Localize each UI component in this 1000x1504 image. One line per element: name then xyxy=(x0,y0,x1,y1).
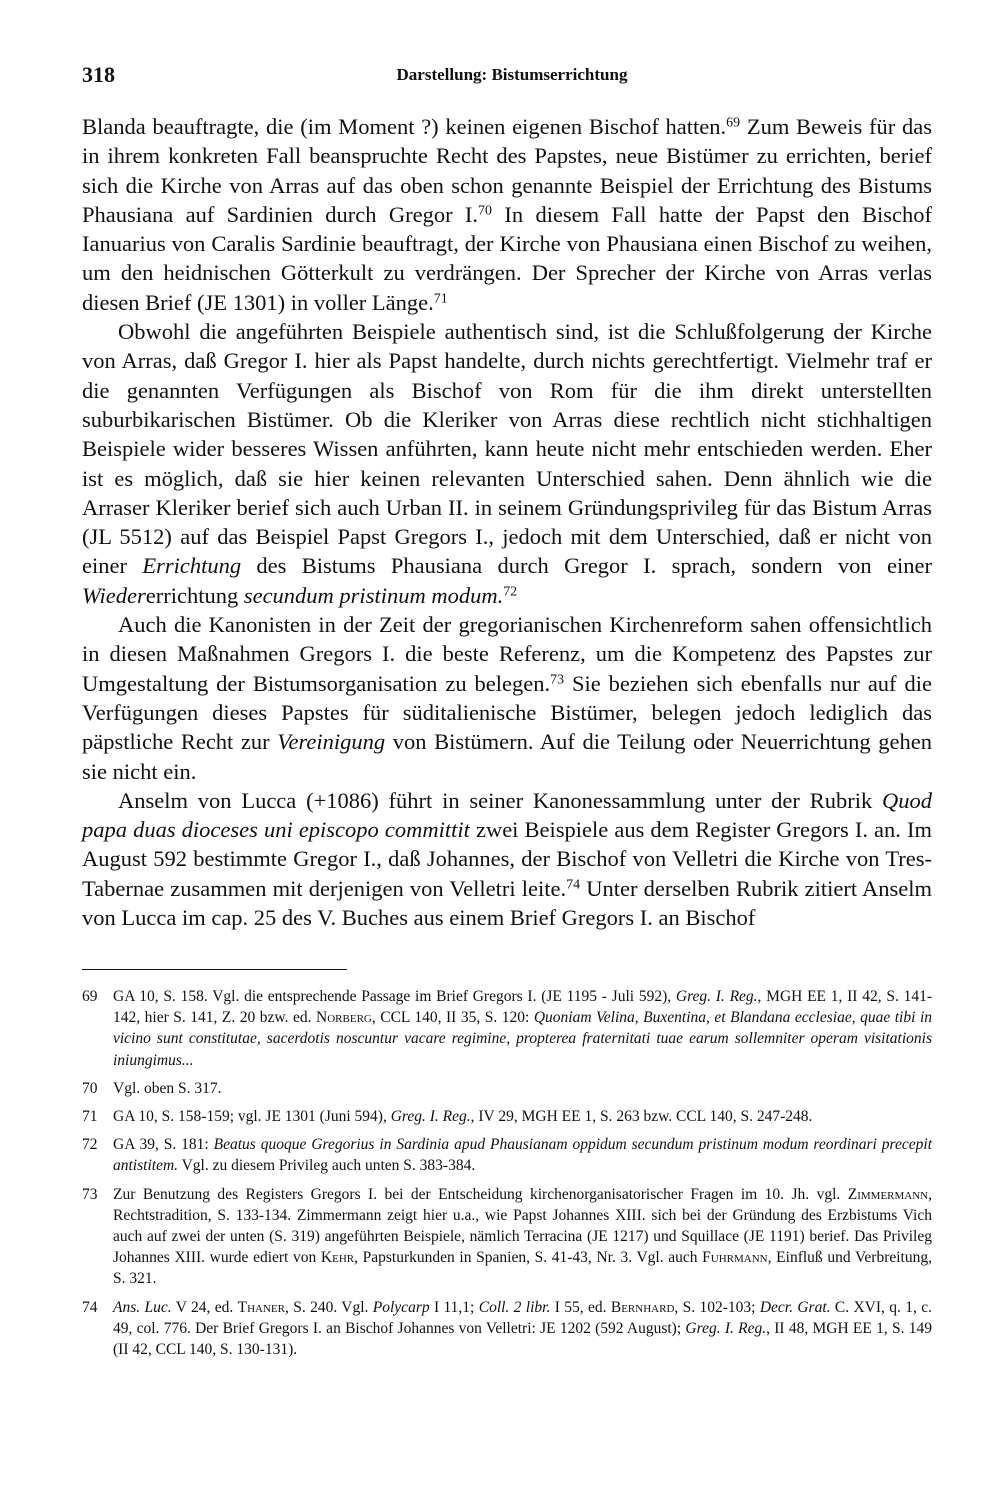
footnote-number: 69 xyxy=(82,988,98,1005)
text-run: GA 10, S. 158-159; vgl. JE 1301 (Juni 594), xyxy=(113,1108,391,1126)
italic-run: Greg. I. Reg. xyxy=(390,1108,471,1126)
text-run: Zum Beweis für das in ihrem konkreten Fall beanspruchte Recht des Papstes, neue Bistümer zu errichten, berief sich die Kirche von Arras auf das oben schon genannte Beispiel der Errichtung des Bistums Phausiana auf Sardinien durch Gregor I. xyxy=(82,114,932,227)
text-run: , Einfluß und Verbreitung, S. 321. xyxy=(113,1249,932,1288)
author-name: Bernhard xyxy=(610,1298,675,1316)
text-run: des Bistums Phausiana durch Gregor I. sprach, sondern von einer xyxy=(241,553,932,579)
body-paragraph xyxy=(82,112,932,317)
text-run: , Papsturkunden in Spanien, S. 41-43, Nr. 3. Vgl. auch xyxy=(354,1249,703,1267)
footnote-ref: 70 xyxy=(478,203,492,219)
author-name: Kehr xyxy=(320,1249,355,1267)
italic-run: Coll. 2 libr. xyxy=(478,1298,551,1316)
footnote xyxy=(82,1078,932,1099)
footnote xyxy=(82,986,932,1071)
footnote xyxy=(82,1134,932,1176)
text-run: , MGH EE 1, II 42, S. 141-142, hier S. 141, Z. 20 bzw. ed. xyxy=(113,988,932,1027)
italic-run: secundum pristinum modum. xyxy=(243,582,504,608)
text-run: , Rechtstradition, S. 133-134. Zimmermann zeigt hier u.a., wie Papst Johannes XIII. sich bei der Gründung des Erzbistums Vich auch auf zwei der unten (S. 319) angeführten Beispiele, nämlich Terracina (JE 1217) und Squillace (JE 1191) berief. Das Privileg Johannes XIII. wurde ediert von xyxy=(113,1185,932,1267)
body-paragraph xyxy=(82,786,932,932)
italic-run: Greg. I. Reg. xyxy=(675,988,758,1005)
footnote-ref: 73 xyxy=(550,671,565,687)
italic-run: Greg. I. Reg. xyxy=(685,1319,767,1337)
text-run: V 24, ed. xyxy=(171,1298,238,1316)
main-text xyxy=(82,112,932,932)
italic-run: Ans. Luc. xyxy=(113,1298,172,1316)
text-run: Anselm von Lucca (+1086) führt in seiner Kanonessammlung unter der Rubrik xyxy=(118,787,882,813)
footnotes xyxy=(82,986,932,1367)
body-paragraph xyxy=(82,610,932,786)
page-header xyxy=(82,62,932,92)
text-run: , CCL 140, II 35, S. 120: xyxy=(371,1009,534,1027)
footnote xyxy=(82,1106,932,1127)
author-name: Zimmermann xyxy=(847,1185,929,1203)
text-run: von Bistümern. Auf die Teilung oder Neuerrichtung gehen sie nicht ein. xyxy=(82,729,932,784)
text-run: , S. 240. Vgl. xyxy=(284,1298,373,1316)
text-run: Sie beziehen sich ebenfalls nur auf die Verfügungen dieses Papstes für süditalienische Bistümer, belegen jedoch lediglich das päpstliche Recht zur xyxy=(82,670,932,755)
text-run: Blanda beauftragte, die (im Moment ?) keinen eigenen Bischof hatten. xyxy=(82,114,727,139)
italic-run: Quod papa duas dioceses uni episcopo committit xyxy=(82,787,932,843)
text-run: I 11,1; xyxy=(429,1298,479,1316)
footnote-ref: 72 xyxy=(503,584,518,600)
text-run: Vgl. zu diesem Privileg auch unten S. 383-384. xyxy=(178,1157,476,1175)
page-number: 318 xyxy=(82,62,115,87)
text-run: GA 10, S. 158. Vgl. die entsprechende Passage im Brief Gregors I. (JE 1195 - Juli 592), xyxy=(113,988,676,1005)
text-run: , S. 102-103; xyxy=(674,1298,760,1316)
italic-run: Polycarp xyxy=(372,1298,430,1316)
text-run: Obwohl die angeführten Beispiele authentisch sind, ist die Schlußfolgerung der Kirche von Arras, daß Gregor I. hier als Papst handelte, durch nichts gerechtfertigt. Vielmehr traf er die genannten Verfügungen als Bischof von Rom für die ihm direkt unterstellten suburbikarischen Bistümer. Ob die Kleriker von Arras diese rechtlich nicht stichhaltigen Beispiele wider besseres Wissen anführten, kann heute nicht mehr entschieden werden. Eher ist es möglich, daß sie hier keinen relevanten Unterschied sahen. Denn ähnlich wie die Arraser Kleriker berief sich auch Urban II. in seinem Gründungsprivileg für das Bistum Arras (JL 5512) auf das Beispiel Papst Gregors I., jedoch mit dem Unterschied, daß er nicht von einer xyxy=(82,319,932,579)
footnote xyxy=(82,1184,932,1290)
author-name: Thaner xyxy=(237,1298,285,1316)
body-paragraph xyxy=(82,317,932,610)
text-run: In diesem Fall hatte der Papst den Bischof Ianuarius von Caralis Sardinie beauftragt, der Kirche von Phausiana einen Bischof zu weihen, um den heidnischen Götterkult zu verdrängen. Der Sprecher der Kirche von Arras verlas diesen Brief (JE 1301) in voller Länge. xyxy=(82,201,932,315)
text-run: Unter derselben Rubrik zitiert Anselm von Lucca im cap. 25 des V. Buches aus einem Brief Gregors I. an Bischof xyxy=(82,875,932,931)
footnote-separator xyxy=(82,969,347,970)
footnote xyxy=(82,1297,932,1361)
text-run: C. XVI, q. 1, c. 49, col. 776. Der Brief Gregors I. an Bischof Johannes von Velletri: JE 1202 (592 August); xyxy=(113,1298,932,1337)
running-title: Darstellung: Bistumserrichtung xyxy=(396,65,628,84)
footnote-number: 72 xyxy=(82,1136,98,1154)
italic-run: Wieder xyxy=(82,582,146,608)
footnote-ref: 69 xyxy=(726,115,741,131)
text-run: Vgl. oben S. 317. xyxy=(113,1079,222,1097)
footnote-number: 74 xyxy=(82,1298,98,1316)
italic-run: Errichtung xyxy=(142,553,242,579)
author-name: Norberg xyxy=(316,1009,372,1027)
footnote-number: 70 xyxy=(82,1079,98,1097)
text-run: errichtung xyxy=(145,582,244,608)
text-run: Auch die Kanonisten in der Zeit der gregorianischen Kirchenreform sahen offensichtlich in diesen Maßnahmen Gregors I. die beste Referenz, um die Kompetenz des Papstes zur Umgestaltung der Bistumsorganisation zu belegen. xyxy=(82,612,932,696)
text-run: Zur Benutzung des Registers Gregors I. bei der Entscheidung kirchenorganisatorischer Fragen im 10. Jh. vgl. xyxy=(113,1185,848,1203)
footnote-ref: 74 xyxy=(566,877,581,893)
footnote-ref: 71 xyxy=(433,291,448,307)
footnote-number: 73 xyxy=(82,1185,98,1203)
text-run: GA 39, S. 181: xyxy=(113,1136,214,1154)
text-run: , II 48, MGH EE 1, S. 149 (II 42, CCL 140, S. 130-131). xyxy=(113,1319,932,1359)
footnote-number: 71 xyxy=(82,1108,98,1126)
italic-run: Decr. Grat. xyxy=(759,1298,831,1316)
italic-run: Beatus quoque Gregorius in Sardinia apud Phausianam oppidum secundum pristinum modum reordinari precepit antistitem. xyxy=(113,1136,932,1175)
author-name: Fuhrmann xyxy=(702,1249,768,1267)
text-run: , IV 29, MGH EE 1, S. 263 bzw. CCL 140, S. 247-248. xyxy=(470,1108,813,1126)
italic-run: Quoniam Velina, Buxentina, et Blandana ecclesiae, quae tibi in vicino sunt constitutae, sacerdotis noscuntur vacare regimine, propterea fraternitati tuae earum sollemniter operam visitationis iniungimus... xyxy=(113,1009,932,1069)
text-run: zwei Beispiele aus dem Register Gregors I. an. Im August 592 bestimmte Gregor I., daß Johannes, der Bischof von Velletri die Kirche von Tres-Tabernae zusammen mit derjenigen von Velletri leite. xyxy=(82,817,932,901)
italic-run: Vereinigung xyxy=(277,729,386,755)
text-run: I 55, ed. xyxy=(550,1298,611,1316)
